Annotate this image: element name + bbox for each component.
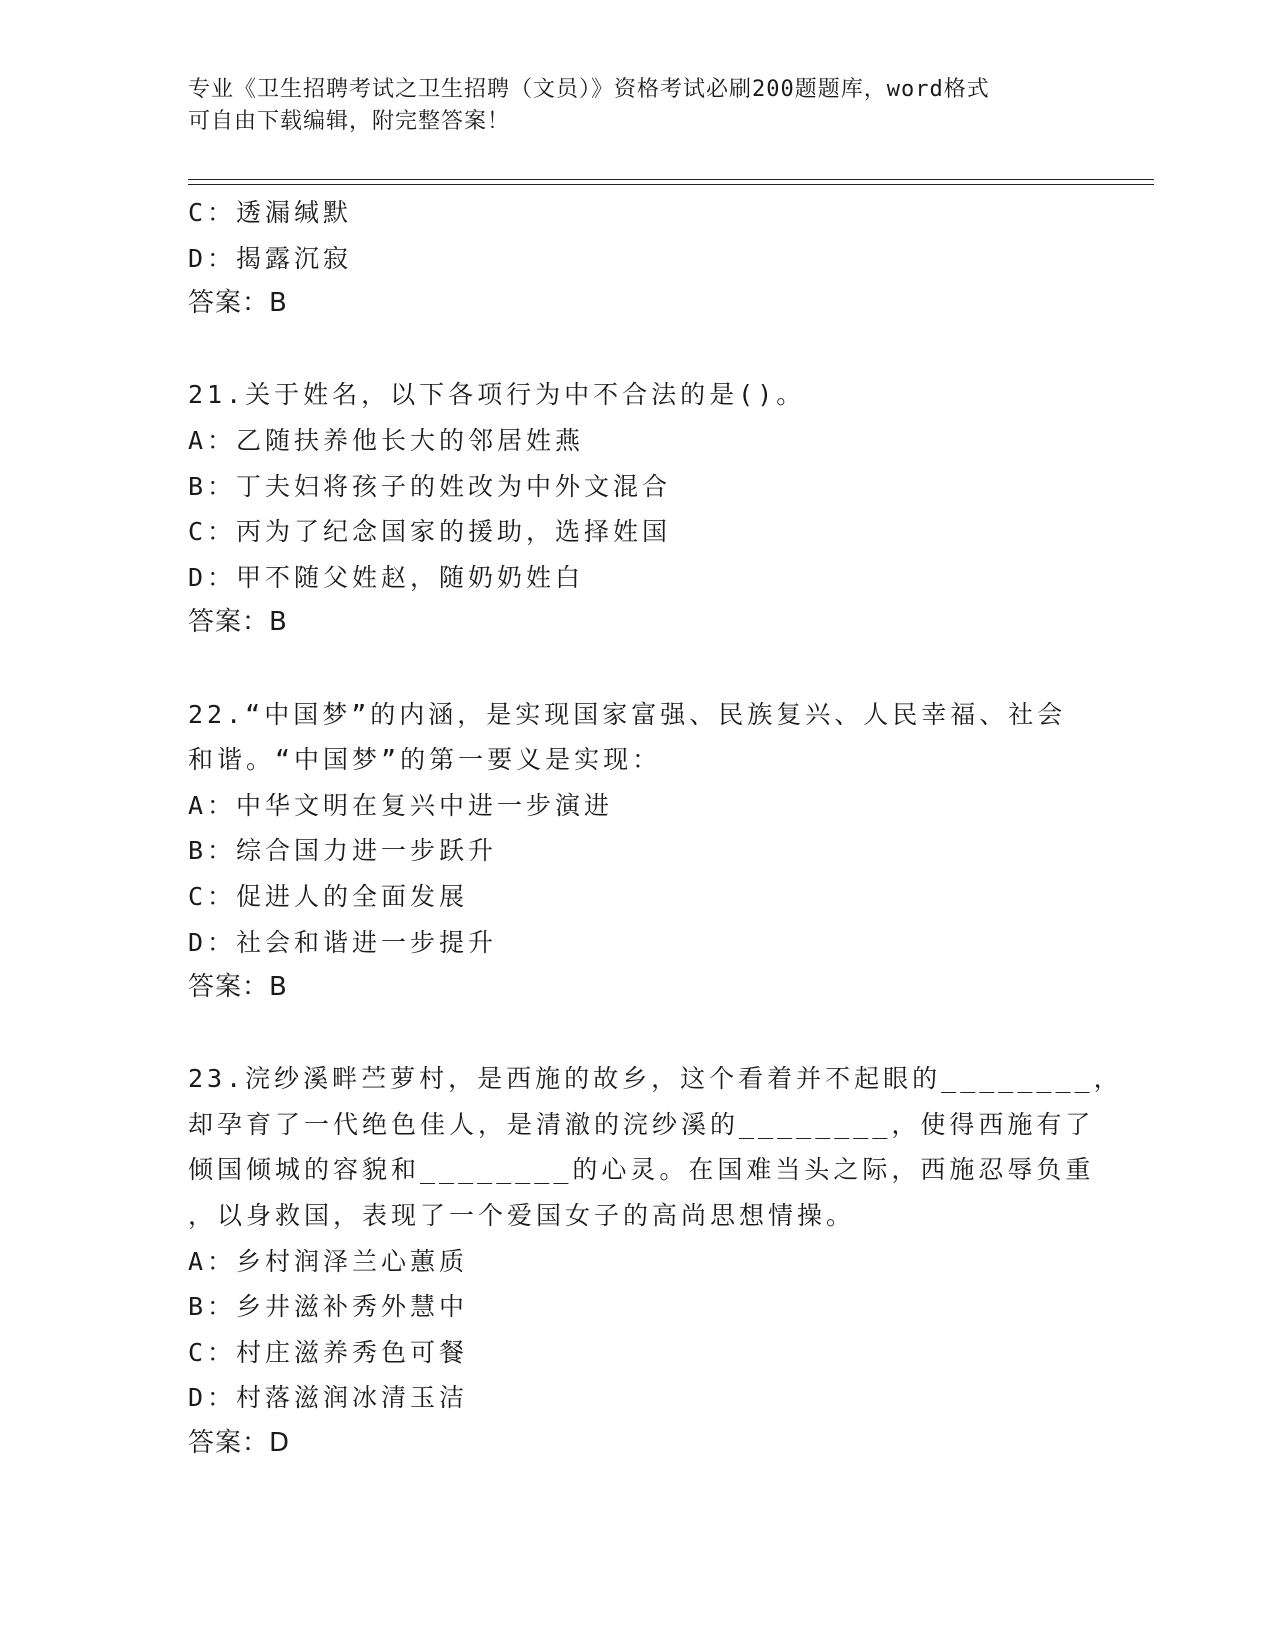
spacer (188, 327, 1088, 373)
question-text-line-2: 却孕育了一代绝色佳人，是清澈的浣纱溪的________，使得西施有了 (188, 1109, 1095, 1139)
option-b: B：丁夫妇将孩子的姓改为中外文混合 (188, 471, 672, 501)
question-text-line-4: ，以身救国，表现了一个爱国女子的高尚思想情操。 (188, 1201, 856, 1231)
header-title-line-1: 专业《卫生招聘考试之卫生招聘（文员）》资格考试必刷200题题库，word格式 (188, 77, 990, 102)
answer-line (188, 600, 1088, 646)
option-a: A：中华文明在复兴中进一步演进 (188, 790, 614, 820)
option-b: B：乡井滋补秀外慧中 (188, 1292, 469, 1322)
answer-value: B (269, 607, 288, 638)
answer-label: 答案： (188, 607, 270, 638)
option-d: D：甲不随父姓赵，随奶奶姓白 (188, 562, 585, 592)
header-divider-top (188, 179, 1154, 180)
header-title-line-2: 可自由下载编辑，附完整答案！ (188, 109, 511, 134)
answer-value: B (269, 288, 288, 319)
answer-label: 答案： (188, 972, 270, 1003)
question-block-22 (188, 692, 1088, 1011)
header-divider-bottom (188, 184, 1154, 185)
question-block-21 (188, 372, 1088, 646)
question-text-line-1: 22.“中国梦”的内涵，是实现国家富强、民族复兴、人民幸福、社会 (188, 699, 1067, 729)
answer-line (188, 965, 1088, 1011)
option-b: B：综合国力进一步跃升 (188, 836, 498, 866)
question-block-23 (188, 1056, 1123, 1466)
question-text: 21.关于姓名，以下各项行为中不合法的是()。 (188, 380, 806, 410)
option-d: D：村落滋润冰清玉洁 (188, 1383, 469, 1413)
option-c: C：村庄滋养秀色可餐 (188, 1337, 469, 1367)
question-text-line-3: 倾国倾城的容貌和________的心灵。在国难当头之际，西施忍辱负重 (188, 1155, 1095, 1185)
answer-line (188, 1421, 1088, 1467)
option-c: C：促进人的全面发展 (188, 881, 469, 911)
option-c: C：丙为了纪念国家的援助，选择姓国 (188, 517, 672, 547)
answer-line (188, 281, 1088, 327)
question-text-line-1: 23.浣纱溪畔苎萝村，是西施的故乡，这个看着并不起眼的________， (188, 1064, 1123, 1094)
answer-value: B (269, 972, 288, 1003)
spacer (188, 1011, 1088, 1057)
option-a: A：乡村润泽兰心蕙质 (188, 1246, 469, 1276)
answer-value: D (269, 1428, 291, 1459)
answer-label: 答案： (188, 1428, 270, 1459)
option-d: D：揭露沉寂 (188, 243, 353, 273)
option-d: D：社会和谐进一步提升 (188, 927, 498, 957)
question-text-line-2: 和谐。“中国梦”的第一要义是实现： (188, 745, 662, 775)
document-header (188, 74, 1088, 138)
question-list (188, 190, 1123, 1467)
option-a: A：乙随扶养他长大的邻居姓燕 (188, 425, 585, 455)
option-c: C：透漏缄默 (188, 198, 353, 227)
question-block-20 (188, 190, 1088, 327)
answer-label: 答案： (188, 288, 270, 319)
spacer (188, 646, 1088, 692)
